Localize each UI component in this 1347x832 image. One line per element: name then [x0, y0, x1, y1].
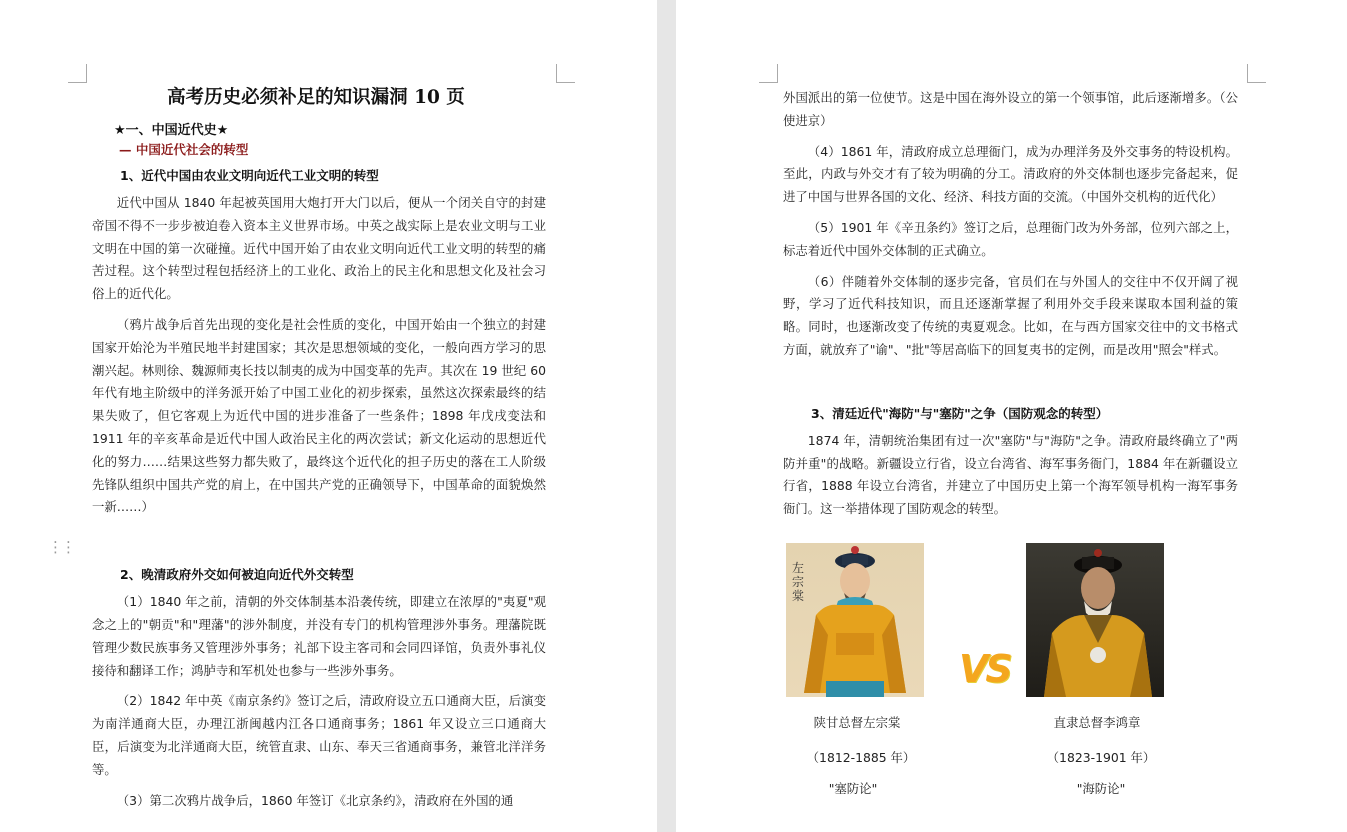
portrait-inscription: 左宗棠 — [792, 560, 805, 603]
drag-handle-icon[interactable]: ⋮⋮ — [48, 538, 74, 556]
caption-right-stance: "海防论" — [1076, 780, 1126, 796]
page-content[interactable] — [783, 87, 1238, 796]
paragraph: 近代中国从 1840 年起被英国用大炮打开大门以后，便从一个闭关自守的封建帝国不得不一步步被迫卷入资本主义世界市场。中英之战实际上是农业文明与工业文明在中国的第一次碰撞。近代中国开始了由农业文明向近代工业文明的转型的痛苦过程。这个转型过程包括经济上的工业化、政治上的民主化和思想文化及社会习俗上的近代化。 — [92, 195, 546, 302]
paragraph: 外国派出的第一位使节。这是中国在海外设立的第一个领事馆，此后逐渐增多。（公使进京） — [783, 90, 1238, 128]
document-page-right — [676, 0, 1347, 832]
heading-1: 1、近代中国由农业文明向近代工业文明的转型 — [120, 168, 379, 183]
portrait-figure-icon — [1026, 543, 1164, 697]
document-page-left — [0, 0, 657, 832]
caption-right-name: 直隶总督李鸿章 — [1053, 714, 1141, 730]
caption-left-stance: "塞防论" — [828, 780, 878, 796]
vs-label: VS — [959, 646, 1010, 691]
caption-left-years: （1812-1885 年） — [806, 749, 916, 765]
paragraph: （1）1840 年之前，清朝的外交体制基本沿袭传统，即建立在浓厚的"夷夏"观念之上的"朝贡"和"理藩"的涉外制度，并没有专门的机构管理涉外事务。理藩院既管理少数民族事务又管理涉外事务；礼部下设主客司和会同四译馆，负责外事礼仪接待和翻译工作；鸿胪寺和军机处也参与一些涉外事务。 — [92, 594, 546, 678]
paragraph: （3）第二次鸦片战争后，1860 年签订《北京条约》，清政府在外国的通 — [116, 792, 514, 808]
page-content[interactable] — [92, 80, 546, 820]
paragraph: （2）1842 年中英《南京条约》签订之后，清政府设立五口通商大臣，后演变为南洋通商大臣，办理江浙闽越内江各口通商事务；1861 年又设立三口通商大臣，后演变为北洋通商大臣，统管直隶、山东、奉天三省通商事务，兼管北洋洋务等。 — [92, 693, 546, 777]
portrait-li-hongzhang — [1026, 543, 1164, 697]
subsection-heading: — 中国近代社会的转型 — [119, 142, 249, 157]
section-heading: ★一、中国近代史★ — [114, 123, 229, 138]
caption-right-years: （1823-1901 年） — [1046, 749, 1156, 765]
paragraph: 1874 年，清朝统治集团有过一次"塞防"与"海防"之争。清政府最终确立了"两防并重"的战略。新疆设立行省，设立台湾省、海军事务衙门，1884 年在新疆设立行省，1888 年设立台湾省，并建立了中国历史上第一个海军领导机构一海军事务衙门。这一举措体现了国防观念的转型。 — [783, 432, 1238, 517]
portrait-comparison — [783, 543, 1238, 796]
heading-3: 3、清廷近代"海防"与"塞防"之争（国防观念的转型） — [811, 405, 1109, 421]
margin-corner-top-right — [556, 64, 575, 83]
paragraph: （5）1901 年《辛丑条约》签订之后，总理衙门改为外务部，位列六部之上，标志着近代中国外交体制的正式确立。 — [783, 219, 1238, 258]
document-title: 高考历史必须补足的知识漏洞 10 页 — [167, 87, 465, 108]
paragraph: （6）伴随着外交体制的逐步完备，官员们在与外国人的交往中不仅开阔了视野，学习了近代科技知识，而且还逐渐掌握了利用外交手段来谋取本国利益的策略。同时，也逐渐改变了传统的夷夏观念。比如，在与西方国家交往中的文书格式方面，就放弃了"谕"、"批"等居高临下的回复夷书的定例，而是改用"照会"样式。 — [783, 273, 1238, 357]
portrait-figure-icon — [786, 543, 924, 697]
heading-2: 2、晚清政府外交如何被迫向近代外交转型 — [120, 567, 354, 583]
margin-corner-top-left — [68, 64, 87, 83]
portrait-zuo-zongtang — [786, 543, 924, 697]
margin-corner-top-left — [759, 64, 778, 83]
caption-left-name: 陕甘总督左宗棠 — [813, 714, 901, 730]
margin-corner-top-right — [1247, 64, 1266, 83]
paragraph: （4）1861 年，清政府成立总理衙门，成为办理洋务及外交事务的特设机构。至此，内政与外交才有了较为明确的分工。清政府的外交体制也逐步完备起来，促进了中国与世界各国的文化、经济、科技方面的交流。（中国外交机构的近代化） — [783, 143, 1238, 205]
paragraph: （鸦片战争后首先出现的变化是社会性质的变化，中国开始由一个独立的封建国家开始沦为半殖民地半封建国家；其次是思想领域的变化，一般向西方学习的思潮兴起。林则徐、魏源师夷长技以制夷的成为中国变革的先声。其次在 19 世纪 60 年代有地主阶级中的洋务派开始了中国工业化的初步探索，虽然这次探索最终的结果失败了，但它客观上为近代中国的进步准备了一些条件；1898 年戊戌变法和 1911 年的辛亥革命是近代中国人政治民主化的两次尝试；新文化运动的思想近代化的努力……结果这些努力都失败了，最终这个近代化的担子历史的落在工人阶级先锋队组织中国共产党的肩上，在中国共产党的正确领导下，中国革命的面貌焕然一新……） — [92, 316, 546, 515]
